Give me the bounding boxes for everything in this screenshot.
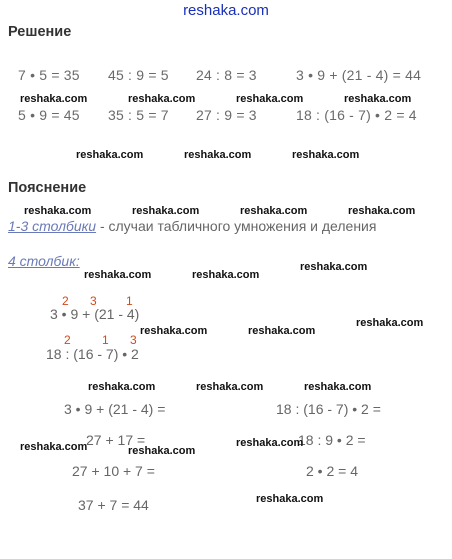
equation-1-2: 5 • 9 = 45 xyxy=(18,107,80,123)
order-mark: 3 xyxy=(130,333,137,347)
watermark: reshaka.com xyxy=(20,441,88,453)
watermark: reshaka.com xyxy=(132,205,200,217)
order-expression-1: 3 • 9 + (21 - 4) xyxy=(50,306,140,322)
watermark: reshaka.com xyxy=(348,205,416,217)
watermark: reshaka.com xyxy=(24,205,92,217)
order-mark: 3 xyxy=(90,294,97,308)
watermark: reshaka.com xyxy=(184,149,252,161)
watermark: reshaka.com xyxy=(140,325,208,337)
watermark: reshaka.com xyxy=(84,269,152,281)
solution-heading: Решение xyxy=(8,24,72,40)
watermark: reshaka.com xyxy=(344,93,412,105)
note-link: 1-3 столбики xyxy=(8,218,97,234)
order-mark: 2 xyxy=(64,333,71,347)
equation-2-2: 35 : 5 = 7 xyxy=(108,107,169,123)
order-mark: 1 xyxy=(126,294,133,308)
step-left: 37 + 7 = 44 xyxy=(78,497,149,513)
watermark: reshaka.com xyxy=(292,149,360,161)
equation-4-2: 18 : (16 - 7) • 2 = 4 xyxy=(296,107,417,123)
step-left: 3 • 9 + (21 - 4) = xyxy=(64,401,166,417)
step-right: 2 • 2 = 4 xyxy=(306,463,358,479)
site-header[interactable]: reshaka.com xyxy=(183,2,269,19)
note-text: - случаи табличного умножения и деления xyxy=(96,218,377,234)
equation-3-2: 27 : 9 = 3 xyxy=(196,107,257,123)
watermark: reshaka.com xyxy=(192,269,260,281)
step-left: 27 + 10 + 7 = xyxy=(72,463,155,479)
watermark: reshaka.com xyxy=(88,381,156,393)
watermark: reshaka.com xyxy=(248,325,316,337)
equation-2-1: 45 : 9 = 5 xyxy=(108,67,169,83)
order-mark: 2 xyxy=(62,294,69,308)
watermark: reshaka.com xyxy=(304,381,372,393)
watermark: reshaka.com xyxy=(128,93,196,105)
step-left: 27 + 17 = xyxy=(86,432,146,448)
note-line xyxy=(8,218,376,236)
watermark: reshaka.com xyxy=(76,149,144,161)
equation-1-1: 7 • 5 = 35 xyxy=(18,67,80,83)
watermark: reshaka.com xyxy=(356,317,424,329)
watermark: reshaka.com xyxy=(236,437,304,449)
watermark: reshaka.com xyxy=(128,445,196,457)
column-4-label: 4 столбик: xyxy=(8,253,80,269)
watermark: reshaka.com xyxy=(256,493,324,505)
explanation-heading: Пояснение xyxy=(8,180,87,196)
watermark: reshaka.com xyxy=(300,261,368,273)
equation-3-1: 24 : 8 = 3 xyxy=(196,67,257,83)
step-right: 18 : 9 • 2 = xyxy=(298,432,366,448)
equation-4-1: 3 • 9 + (21 - 4) = 44 xyxy=(296,67,422,83)
watermark: reshaka.com xyxy=(236,93,304,105)
step-right: 18 : (16 - 7) • 2 = xyxy=(276,401,381,417)
watermark: reshaka.com xyxy=(240,205,308,217)
order-mark: 1 xyxy=(102,333,109,347)
watermark: reshaka.com xyxy=(196,381,264,393)
watermark: reshaka.com xyxy=(20,93,88,105)
order-expression-2: 18 : (16 - 7) • 2 xyxy=(46,346,139,362)
